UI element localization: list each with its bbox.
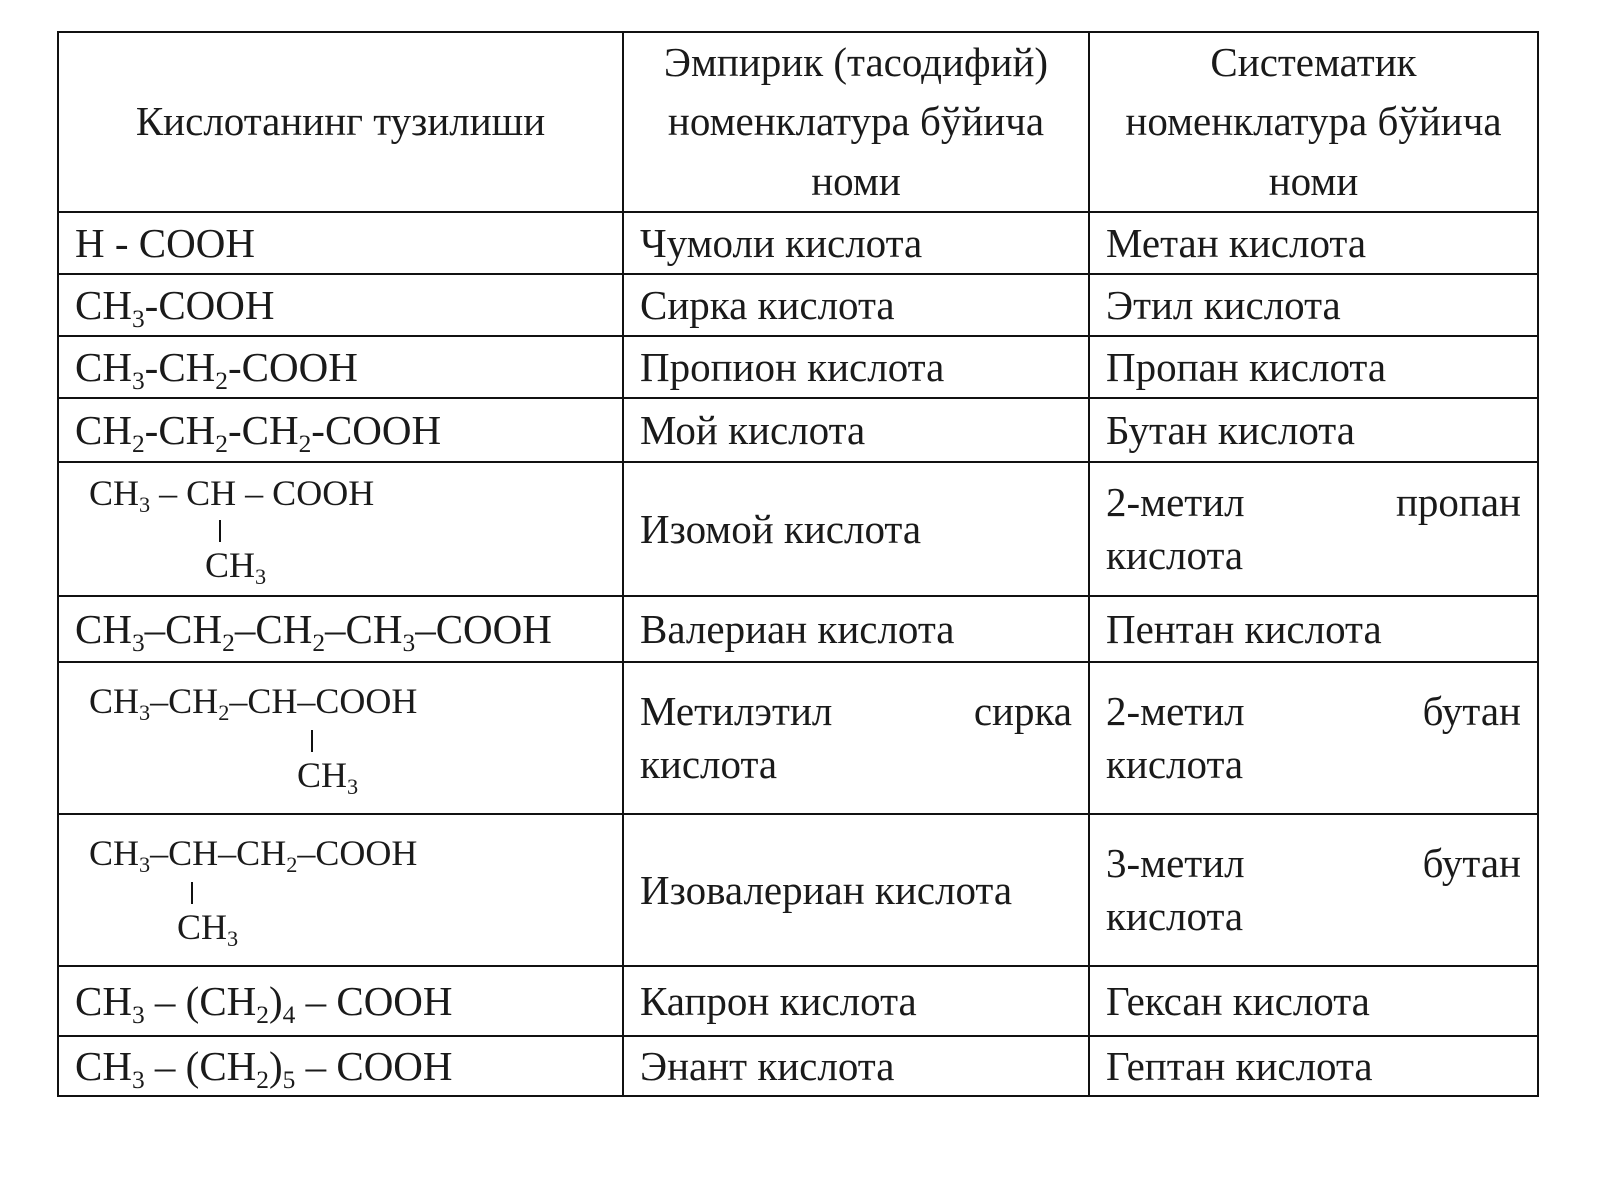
systematic-name-cell: Пропан кислота	[1089, 336, 1538, 398]
header-empirical-name: Эмпирик (тасодифий) номенклатура бўйича номи	[623, 32, 1089, 212]
structure-cell	[58, 662, 623, 814]
subscript: 3	[131, 628, 145, 657]
table-row	[58, 662, 1538, 814]
structure-cell	[58, 1036, 623, 1096]
structural-formula: $CH_2-CH_2-CH_2$-COOH	[75, 406, 442, 458]
subscript: 3	[139, 700, 151, 726]
subscript: 3	[402, 628, 416, 657]
table-row	[58, 398, 1538, 462]
subscript: 3	[131, 304, 145, 333]
subscript: 2	[222, 628, 235, 657]
systematic-name-cell: Пентан кислота	[1089, 596, 1538, 662]
header-structure: Кислотанинг тузилиши	[58, 32, 623, 212]
structural-formula: $CH_3$-COOH	[75, 281, 275, 333]
structural-formula: $CH_3 - (CH_2)_4$ – COOH	[75, 977, 453, 1029]
methyl-branch: $CH_3$	[205, 545, 267, 590]
subscript: 3	[255, 564, 267, 590]
empirical-name-cell: Сирка кислота	[623, 274, 1089, 336]
subscript: 3	[131, 366, 145, 395]
branched-structural-formula	[59, 664, 622, 812]
branch-bond	[191, 882, 193, 904]
carboxylic-acid-nomenclature-table	[57, 31, 1539, 1097]
main-chain: $CH_3-CH-CH_2$–COOH	[89, 833, 418, 878]
empirical-name-cell: Капрон кислота	[623, 966, 1089, 1036]
structural-formula: H - COOH	[75, 219, 255, 266]
empirical-name-cell: Энант кислота	[623, 1036, 1089, 1096]
subscript: 3	[139, 492, 151, 518]
empirical-name-cell: Мой кислота	[623, 398, 1089, 462]
subscript: 5	[282, 1065, 296, 1094]
systematic-name-cell: Гептан кислота	[1089, 1036, 1538, 1096]
table-row	[58, 1036, 1538, 1096]
table-row	[58, 274, 1538, 336]
subscript: 3	[227, 926, 239, 952]
empirical-name-cell: Чумоли кислота	[623, 212, 1089, 274]
subscript: 3	[131, 1000, 145, 1029]
empirical-name-cell: Изовалериан кислота	[623, 814, 1089, 966]
subscript: 2	[218, 700, 230, 726]
table-row	[58, 966, 1538, 1036]
empirical-name-cell: Изомой кислота	[623, 462, 1089, 596]
subscript: 3	[347, 774, 359, 800]
structure-cell	[58, 212, 623, 274]
table-row	[58, 814, 1538, 966]
table-row	[58, 336, 1538, 398]
subscript: 2	[256, 1065, 269, 1094]
structure-cell	[58, 462, 623, 596]
systematic-name-cell: Гексан кислота	[1089, 966, 1538, 1036]
branched-structural-formula	[59, 816, 622, 964]
empirical-name-cell-line: Метилэтил сирка	[640, 688, 1072, 735]
table-row	[58, 212, 1538, 274]
systematic-name-cell-line: кислота	[1106, 532, 1244, 579]
empirical-name-cell: Пропион кислота	[623, 336, 1089, 398]
subscript: 4	[282, 1000, 296, 1029]
systematic-name-cell	[1089, 462, 1538, 596]
structure-cell	[58, 336, 623, 398]
table-body	[58, 212, 1538, 1096]
header-systematic-name: Систематик номенклатура бўйича номи	[1089, 32, 1538, 212]
table-row	[58, 596, 1538, 662]
subscript: 2	[256, 1000, 269, 1029]
systematic-name-cell: Этил кислота	[1089, 274, 1538, 336]
empirical-name-cell: Валериан кислота	[623, 596, 1089, 662]
systematic-name-cell-line: 2-метил бутан	[1106, 688, 1521, 735]
systematic-name-cell-line: 3-метил бутан	[1106, 840, 1521, 887]
systematic-name-cell-line: кислота	[1106, 893, 1244, 940]
methyl-branch: $CH_3$	[177, 907, 239, 952]
systematic-name-cell-line: кислота	[1106, 741, 1244, 788]
empirical-name-cell	[623, 662, 1089, 814]
structural-formula: $CH_3-CH_2-CH_2-CH_3$–COOH	[75, 605, 552, 657]
subscript: 2	[298, 429, 312, 458]
structural-formula: $CH_3-CH_2$-COOH	[75, 343, 358, 395]
subscript: 3	[131, 1065, 145, 1094]
structure-cell	[58, 966, 623, 1036]
branched-structural-formula	[59, 464, 622, 594]
structure-cell	[58, 274, 623, 336]
subscript: 3	[139, 852, 151, 878]
subscript: 2	[215, 366, 228, 395]
structure-cell	[58, 398, 623, 462]
methyl-branch: $CH_3$	[297, 755, 359, 800]
branch-bond	[311, 730, 313, 752]
subscript: 2	[312, 628, 326, 657]
structure-cell	[58, 814, 623, 966]
subscript: 2	[286, 852, 298, 878]
branch-bond	[219, 520, 221, 542]
structure-cell	[58, 596, 623, 662]
systematic-name-cell: Метан кислота	[1089, 212, 1538, 274]
subscript: 2	[131, 429, 145, 458]
systematic-name-cell-line: 2-метил пропан	[1106, 479, 1521, 526]
main-chain: $CH_3$ – CH – COOH	[89, 473, 375, 518]
structural-formula: $CH_3 - (CH_2)_5$ – COOH	[75, 1042, 453, 1094]
header-row	[58, 32, 1538, 212]
systematic-name-cell	[1089, 814, 1538, 966]
subscript: 2	[215, 429, 228, 458]
systematic-name-cell	[1089, 662, 1538, 814]
empirical-name-cell-line: кислота	[640, 741, 778, 788]
main-chain: $CH_3-CH_2-CH$–COOH	[89, 681, 418, 726]
systematic-name-cell: Бутан кислота	[1089, 398, 1538, 462]
table-row	[58, 462, 1538, 596]
